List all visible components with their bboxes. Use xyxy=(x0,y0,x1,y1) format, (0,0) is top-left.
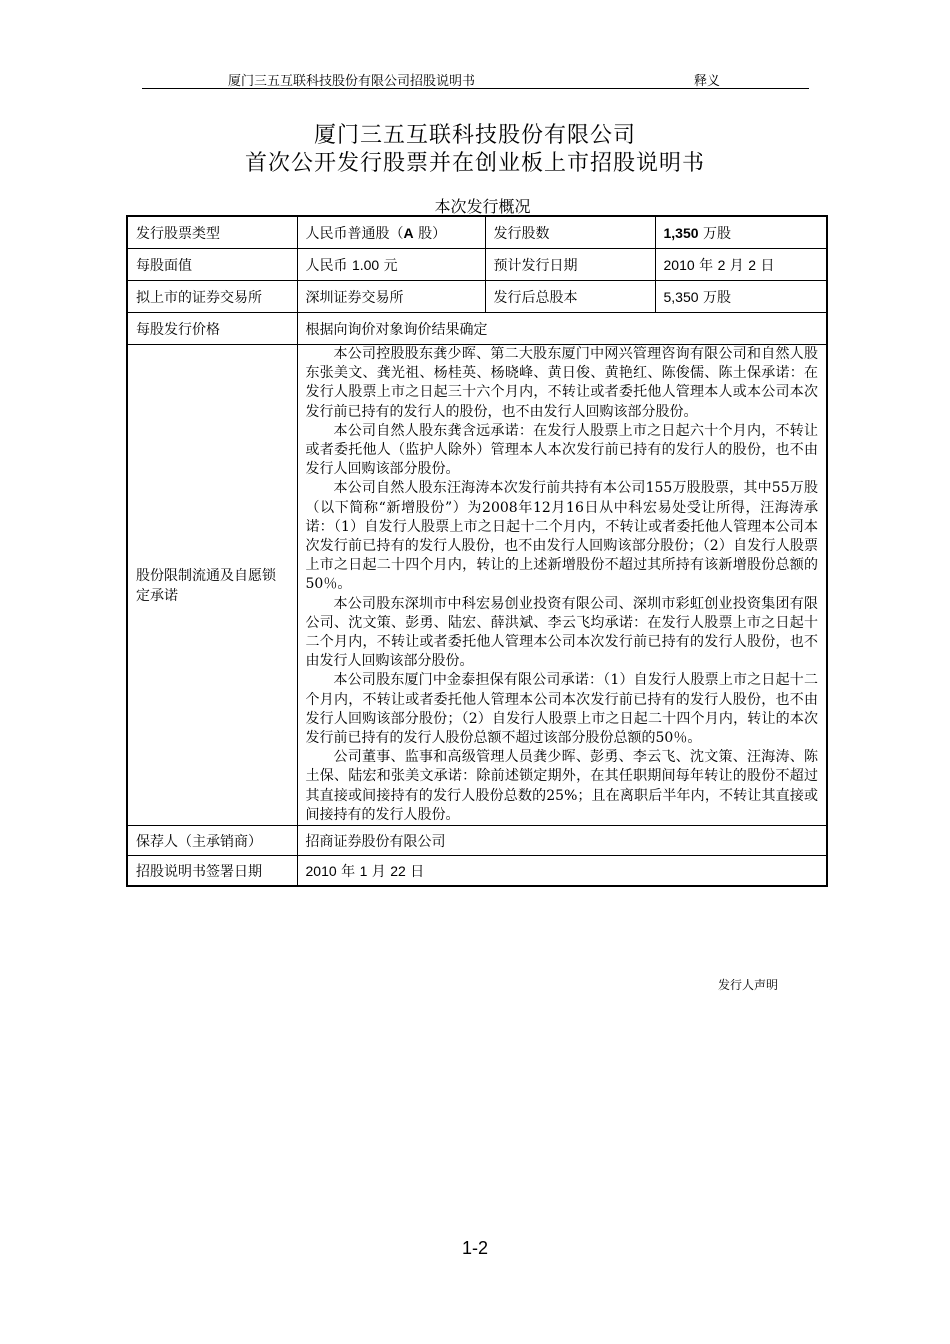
lockup-paragraph: 公司董事、监事和高级管理人员龚少晖、彭勇、李云飞、沈文策、汪海涛、陈土保、陆宏和张美文承诺：除前述锁定期外，在其任职期间每年转让的股份不超过其直接或间接持有的发行人股份总数的25%；且在离职后半年内，不转让其直接或间接持有的发行人股份。 xyxy=(305,749,818,823)
prospectus-title: 首次公开发行股票并在创业板上市招股说明书 xyxy=(244,151,705,176)
label-lockup-commitment: 股份限制流通及自愿锁定承诺 xyxy=(127,345,297,826)
lockup-paragraph: 本公司股东深圳市中科宏易创业投资有限公司、深圳市彩虹创业投资集团有限公司、沈文策、彭勇、陆宏、薛洪斌、李云飞均承诺：在发行人股票上市之日起十二个月内，不转让或者委托他人管理本公司本次发行前已持有的发行人股份，也不由发行人回购该部分股份。 xyxy=(305,595,818,670)
value-issue-shares: 1,350 万股 xyxy=(655,216,827,249)
table-row xyxy=(127,826,827,856)
value-issue-date: 2010 年 2 月 2 日 xyxy=(655,249,827,281)
value-total-shares: 5,350 万股 xyxy=(655,281,827,313)
table-row xyxy=(127,345,827,826)
table-row xyxy=(127,281,827,313)
table-row xyxy=(127,216,827,249)
label-signing-date: 招股说明书签署日期 xyxy=(127,856,297,887)
lockup-paragraph: 本公司自然人股东汪海涛本次发行前共持有本公司155万股股票，其中55万股（以下简称“新增股份”）为2008年12月16日从中科宏易处受让所得，汪海涛承诺：（1）自发行人股票上市之日起十二个月内，不转让或者委托他人管理本公司本次发行前已持有的发行人股份，也不由发行人回购该部分股份；（2）自发行人股票上市之日起二十四个月内，转让的上述新增股份不超过其所持有该新增股份总额的50％。 xyxy=(305,480,818,593)
table-row xyxy=(127,249,827,281)
value-stock-exchange: 深圳证券交易所 xyxy=(297,281,485,313)
offering-overview-table xyxy=(126,215,828,887)
label-sponsor: 保荐人（主承销商） xyxy=(127,826,297,856)
lockup-paragraph: 本公司控股股东龚少晖、第二大股东厦门中网兴管理咨询有限公司和自然人股东张美文、龚光祖、杨桂英、杨晓峰、黄日俊、黄艳红、陈俊儒、陈土保承诺：在发行人股票上市之日起三十六个月内，不转让或者委托他人管理本人或本公司本次发行前已持有的发行人的股份，也不由发行人回购该部分股份。 xyxy=(305,346,818,420)
table-row xyxy=(127,313,827,345)
value-lockup-commitment xyxy=(297,345,827,826)
value-issue-price: 根据向询价对象询价结果确定 xyxy=(297,313,827,345)
table-row xyxy=(127,856,827,887)
page-header xyxy=(142,70,809,89)
issuer-declaration-note: 发行人声明 xyxy=(718,978,779,992)
offering-overview-heading: 本次发行概况 xyxy=(434,197,531,216)
lockup-paragraph: 本公司自然人股东龚含远承诺：在发行人股票上市之日起六十个月内，不转让或者委托他人（监护人除外）管理本人本次发行前已持有的发行人的股份，也不由发行人回购该部分股份。 xyxy=(305,422,818,478)
label-stock-type: 发行股票类型 xyxy=(127,216,297,249)
header-document-title: 厦门三五互联科技股份有限公司招股说明书 xyxy=(228,74,476,89)
label-issue-price: 每股发行价格 xyxy=(127,313,297,345)
header-section-name: 释义 xyxy=(694,74,721,89)
label-stock-exchange: 拟上市的证券交易所 xyxy=(127,281,297,313)
value-signing-date: 2010 年 1 月 22 日 xyxy=(297,856,827,887)
label-issue-shares: 发行股数 xyxy=(485,216,655,249)
label-total-shares: 发行后总股本 xyxy=(485,281,655,313)
label-issue-date: 预计发行日期 xyxy=(485,249,655,281)
value-par-value: 人民币 1.00 元 xyxy=(297,249,485,281)
company-name-title: 厦门三五互联科技股份有限公司 xyxy=(313,123,636,148)
value-sponsor: 招商证券股份有限公司 xyxy=(297,826,827,856)
label-par-value: 每股面值 xyxy=(127,249,297,281)
value-stock-type: 人民币普通股（A 股） xyxy=(297,216,485,249)
lockup-paragraph: 本公司股东厦门中金泰担保有限公司承诺：（1）自发行人股票上市之日起十二个月内，不转让或者委托他人管理本公司本次发行前已持有的发行人股份，也不由发行人回购该部分股份；（2）自发行人股票上市之日起二十四个月内，转让的本次发行前已持有的发行人股份总额不超过该部分股份总额的50％。 xyxy=(305,672,818,747)
page-number: 1-2 xyxy=(461,1238,488,1258)
